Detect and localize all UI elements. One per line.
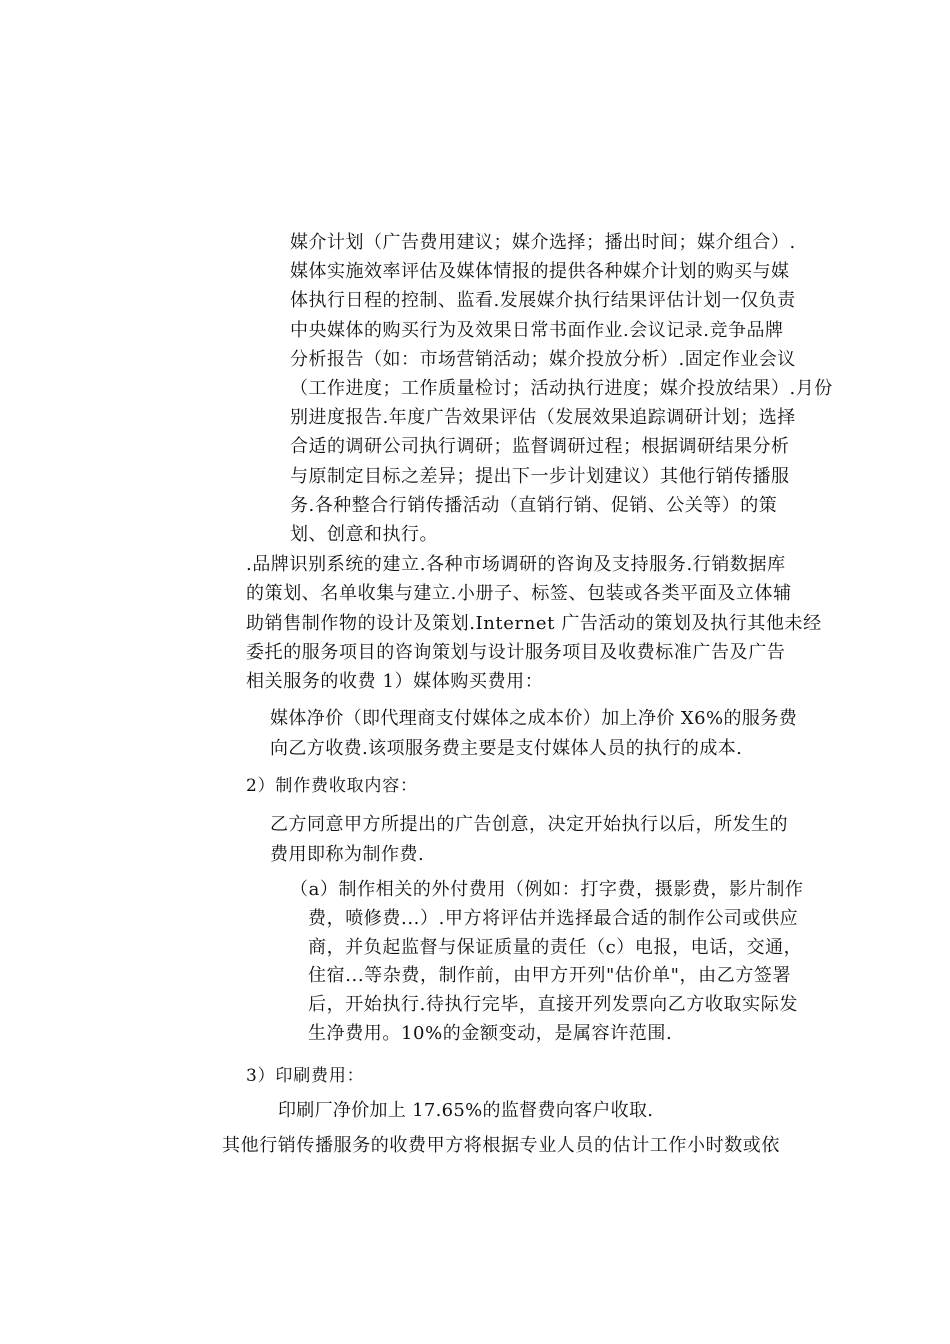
text-line: 委托的服务项目的咨询策划与设计服务项目及收费标准广告及广告 — [246, 641, 786, 663]
text-line: 后，开始执行.待执行完毕，直接开列发票向乙方收取实际发 — [308, 994, 798, 1016]
text-line: 乙方同意甲方所提出的广告创意，决定开始执行以后，所发生的 — [270, 814, 788, 835]
text-line: 与原制定目标之差异；提出下一步计划建议）其他行销传播服 — [290, 465, 790, 487]
text-line: （工作进度；工作质量检讨；活动执行进度；媒介投放结果）.月份 — [290, 378, 833, 400]
text-line: 划、创意和执行。 — [290, 524, 438, 546]
heading-text: 2）制作费收取内容： — [246, 776, 418, 796]
brand-services-paragraph — [246, 550, 822, 696]
text-line: 媒介计划（广告费用建议；媒介选择；播出时间；媒介组合）. — [290, 232, 796, 253]
production-detail-paragraph — [290, 876, 812, 1049]
printing-heading — [246, 1062, 364, 1090]
text-line: 中央媒体的购买行为及效果日常书面作业.会议记录.竞争品牌 — [290, 319, 784, 341]
text-line: 相关服务的收费 1）媒体购买费用： — [246, 671, 544, 693]
media-fee-paragraph — [270, 704, 810, 764]
text-line: 的策划、名单收集与建立.小册子、标签、包装或各类平面及立体辅 — [246, 583, 792, 605]
text-line: 生净费用。10%的金额变动，是属容许范围. — [308, 1022, 673, 1044]
media-plan-paragraph — [290, 228, 833, 549]
text-line: 体执行日程的控制、监看.发展媒介执行结果评估计划一仅负责 — [290, 290, 796, 312]
text-line: 媒体净价（即代理商支付媒体之成本价）加上净价 X6%的服务费 — [270, 708, 798, 729]
text-line: 向乙方收费.该项服务费主要是支付媒体人员的执行的成本. — [270, 738, 743, 759]
text-line: 商，并负起监督与保证质量的责任（c）电报，电话，交通， — [308, 936, 803, 958]
other-services-paragraph — [222, 1132, 780, 1160]
text-line: 分析报告（如：市场营销活动；媒介投放分析）.固定作业会议 — [290, 348, 796, 370]
production-paragraph — [270, 810, 810, 870]
text-line: 印刷厂净价加上 17.65%的监督费向客户收取. — [278, 1100, 654, 1121]
text-line: 别进度报告.年度广告效果评估（发展效果追踪调研计划；选择 — [290, 407, 796, 429]
text-line: .品牌识别系统的建立.各种市场调研的咨询及支持服务.行销数据库 — [246, 554, 786, 575]
heading-text: 3）印刷费用： — [246, 1066, 365, 1086]
text-line: 务.各种整合行销传播活动（直销行销、促销、公关等）的策 — [290, 494, 778, 516]
text-line: 住宿...等杂费，制作前，由甲方开列"估价单"，由乙方签署 — [308, 965, 792, 987]
text-line: （a）制作相关的外付费用（例如：打字费，摄影费，影片制作 — [290, 879, 804, 900]
text-line: 助销售制作物的设计及策划.Internet 广告活动的策划及执行其他未经 — [246, 612, 822, 634]
text-line: 费，喷修费...）.甲方将评估并选择最合适的制作公司或供应 — [308, 907, 799, 929]
text-line: 其他行销传播服务的收费甲方将根据专业人员的估计工作小时数或依 — [222, 1135, 780, 1156]
text-line: 费用即称为制作费. — [270, 844, 425, 865]
text-line: 合适的调研公司执行调研；监督调研过程；根据调研结果分析 — [290, 436, 790, 458]
printing-paragraph — [278, 1097, 653, 1125]
production-heading — [246, 772, 418, 800]
text-line: 媒体实施效率评估及媒体情报的提供各种媒介计划的购买与媒 — [290, 261, 790, 283]
